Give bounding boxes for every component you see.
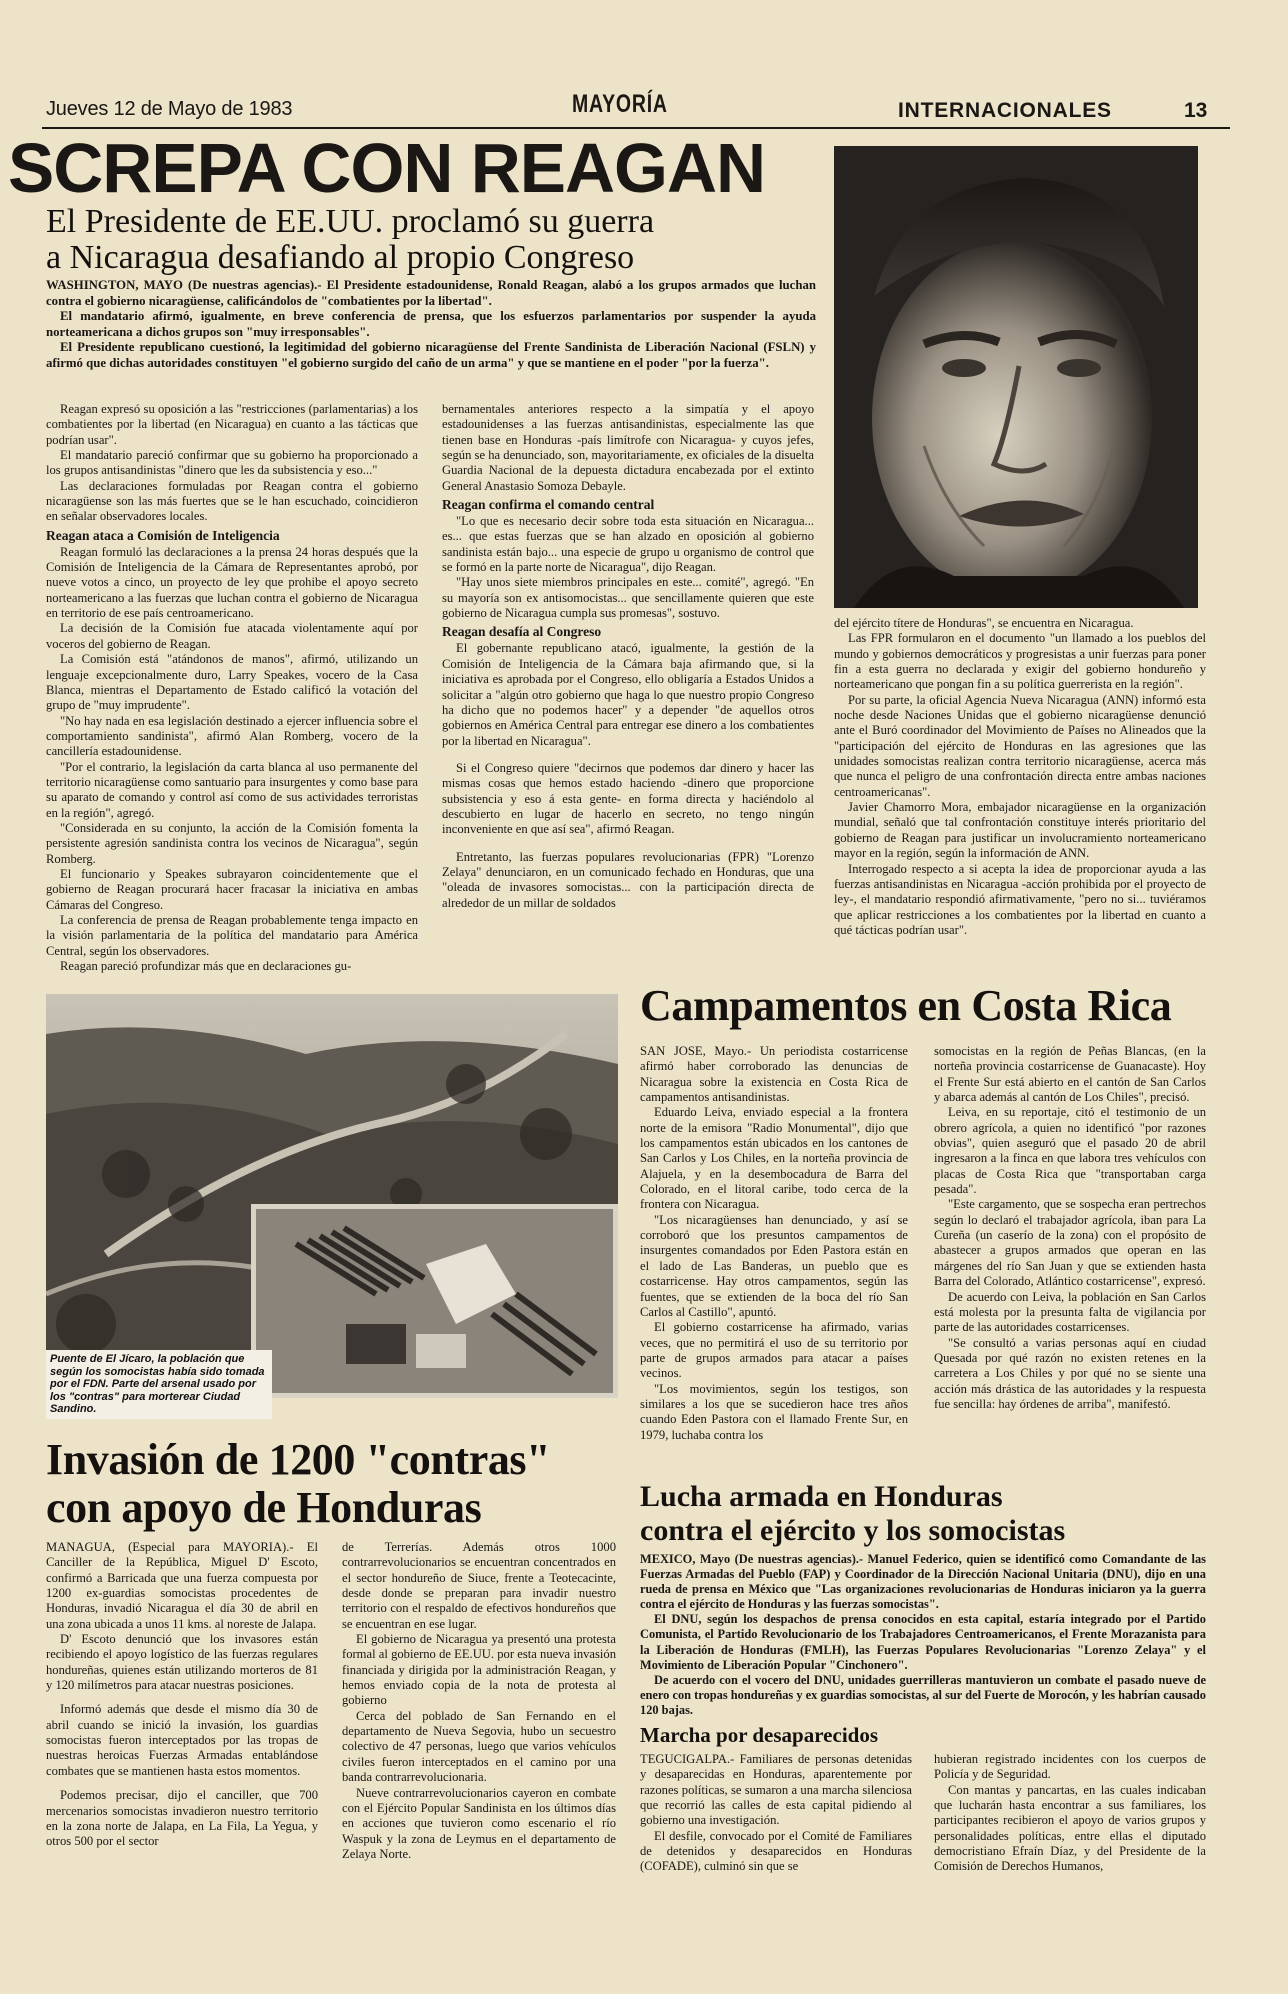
main-col1-p: "Considerada en su conjunto, la acción de la Comisión fomenta la persistente agresión sandinista contra los vecinos de Nicaragua", según Romberg.	[46, 820, 418, 866]
main-col1-p: La conferencia de prensa de Reagan probablemente tenga impacto en la visión parlamentaria de la política del mandatario para América Central, según los observadores.	[46, 913, 418, 958]
main-headline: SCREPA CON REAGAN	[8, 129, 766, 207]
invasion-p: MANAGUA, (Especial para MAYORIA).- El Canciller de la República, Miguel D' Escoto, confirmó a Barricada que una fuerza compuesta por 1200 ex-guardias somocistas procedentes de Honduras, invadió Nicaragua el día 30 de abril en una zona ubicada a unos 11 kms. al noreste de Jalapa.	[46, 1540, 318, 1631]
main-col2-p: bernamentales anteriores respecto a la simpatía y el apoyo estadounidenses a las fuerzas antisandinistas, especialmente las que tienen base en Honduras -país limítrofe con Nicaragua- y cuyos jefes, según se ha denunciado, son, mayoritariamente, ex oficiales de la disuelta Guardia Nacional de la depuesta dictadura encabezada por el extinto General Anastasio Somoza Debayle.	[442, 402, 814, 493]
reagan-photo	[834, 146, 1198, 608]
invasion-p: Nueve contrarrevolucionarios cayeron en combate con el Ejército Popular Sandinista en los últimos días en acciones que tuvieron como escenario el río Waspuk y la zona de Leymus en el departamento de Zelaya Norte.	[342, 1785, 616, 1861]
main-col2-p: El gobernante republicano atacó, igualmente, la gestión de la Comisión de Inteligencia de la Cámara baja afirmando que, si la iniciativa es aprobada por el Congreso, ello obligaría a Estados Unidos a solicitar a "algún otro gobierno que haga lo que nuestro propio Congreso ha dicho que no podemos hacer" y a depender "de aquellos otros gobiernos en América Central para entregar ese dinero a los combatientes por la libertad en Nicaragua".	[442, 641, 814, 748]
invasion-headline-line2: con apoyo de Honduras	[46, 1483, 482, 1532]
desaparecidos-p: Con mantas y pancartas, en las cuales indicaban que lucharán hasta encontrar a sus familiares, los participantes recibieron el apoyo de varios grupos y personalidades políticas, entre ellas el diputado democristiano Efraín Díaz, y del Presidente de la Comisión de Derechos Humanos,	[934, 1782, 1206, 1874]
main-col1-p: La Comisión está "atándonos de manos", afirmó, utilizando un lenguaje excepcionalmente duro, Larry Speakes, vocero de la Casa Blanca, mientras el Departamento de Estado calificó la votación del grupo de "muy imprudente".	[46, 652, 418, 713]
costa-rica-p: SAN JOSE, Mayo.- Un periodista costarricense afirmó haber corroborado las denuncias de Nicaragua sobre la existencia en Costa Rica de campamentos antisandinistas.	[640, 1044, 908, 1105]
invasion-p: Podemos precisar, dijo el canciller, que 700 mercenarios somocistas invadieron nuestro territorio en la zona norte de Jalapa, en La Fila, La Yegua, y otros 500 por el sector	[46, 1788, 318, 1849]
honduras-p: El DNU, según los despachos de prensa conocidos en esta capital, estaría integrado por el Partido Comunista, el Partido Revolucionario de los Trabajadores Centroamericanos, el Frente Morazanista para la Liberación de Honduras (FMLH), las Fuerzas Populares Revolucionarias "Lorenzo Zelaya" y el Movimiento de Liberación Popular "Cinchonero".	[640, 1612, 1206, 1672]
photo-caption: Puente de El Jícaro, la población que según los somocistas había sido tomada por el FDN. Parte del arsenal usado por los "contras" para morterear Ciudad Sandino.	[46, 1350, 272, 1419]
costa-rica-p: "Los nicaragüenses han denunciado, y así se corroboró que los presuntos campamentos de insurgentes comandados por Eden Pastora están en el lado de Las Banderas, un pueblo que es costarricense. Hay otros campamentos, según las fuentes, que se extienden de la boca del río San Carlos al Castillo", apuntó.	[640, 1212, 908, 1319]
main-lead-p2: El mandatario afirmó, igualmente, en breve conferencia de prensa, que los esfuerzos parlamentarios por suspender la ayuda norteamericana a dichos grupos son "muy irresponsables".	[46, 309, 816, 339]
costa-rica-p: "Los movimientos, según los testigos, son similares a los que se sucedieron hace tres años cuando Eden Pastora con el llamado Frente Sur, en 1979, luchaba contra los	[640, 1381, 908, 1442]
main-col2-p: "Hay unos siete miembros principales en este... comité", agregó. "En su mayoría son ex antisomocistas... que sencillamente quieren que este gobierno de Nicaragua cumpla sus promesas", sostuvo.	[442, 575, 814, 621]
reagan-portrait-image	[834, 146, 1198, 608]
costa-rica-p: Leiva, en su reportaje, citó el testimonio de un obrero agrícola, a quien no identificó "por razones obvias", quien aseguró que el pasado 20 de abril ingresaron a la finca en que labora tres vehículos con placas de Costa Rica que "transportaban carga pesada".	[934, 1105, 1206, 1197]
main-col2-subhead: Reagan desafía al Congreso	[442, 624, 602, 640]
invasion-p: Cerca del poblado de San Fernando en el departamento de Nueva Segovia, hubo un secuestro colectivo de 47 personas, luego que varios vehículos civiles fueron interceptados en el camino por una banda contrarrevolucionaria.	[342, 1708, 616, 1785]
desaparecidos-p: El desfile, convocado por el Comité de Familiares de detenidos y desaparecidos en Honduras (COFADE), culminó sin que se	[640, 1828, 912, 1874]
main-col1-subhead: Reagan ataca a Comisión de Inteligencia	[46, 527, 280, 543]
invasion-col1	[46, 1540, 318, 1980]
main-col1-p: "No hay nada en esa legislación destinado a ejercer influencia sobre el comportamiento sandinista", afirmó Alan Romberg, vocero de la cancillería estadounidense.	[46, 713, 418, 759]
honduras-headline-line1: Lucha armada en Honduras	[640, 1480, 1003, 1513]
main-col2	[442, 402, 814, 988]
main-col3-p: Las FPR formularon en el documento "un llamado a los pueblos del mundo y gobiernos democráticos y progresistas a unir fuerzas para poner fin a esta guerra no declarada y exigir del gobierno hondureño y norteamericano que pongan fin a su política guerrerista en la región".	[834, 631, 1206, 692]
masthead-date: Jueves 12 de Mayo de 1983	[46, 98, 293, 120]
main-lead-p3: El Presidente republicano cuestionó, la legitimidad del gobierno nicaragüense del Frente Sandinista de Liberación Nacional (FSLN) y afirmó que dichas autoridades constituyen "el gobierno surgido del caño de un arma" y que se mantiene en el poder "por la fuerza".	[46, 340, 816, 370]
jicaro-landscape-image	[46, 994, 618, 1398]
main-col1-p: El mandatario pareció confirmar que su gobierno ha proporcionado a los grupos antisandinistas "dinero que les da subsistencia y eso..."	[46, 448, 418, 478]
main-col1-p: Reagan expresó su oposición a las "restricciones (parlamentarias) a los combatientes por la libertad (en Nicaragua) en cuanto a las tácticas que podrían usar".	[46, 402, 418, 447]
invasion-p: de Terrerías. Además otros 1000 contrarrevolucionarios se encuentran concentrados en el sector hondureño de Siuce, frente a Teotecacinte, desde donde se preparan para invadir nuestro territorio con el respaldo de efectivos hondureños que se encuentran en ese lugar.	[342, 1540, 616, 1631]
invasion-p: El gobierno de Nicaragua ya presentó una protesta formal al gobierno de EE.UU. por esta nueva invasión financiada y dirigida por la administración Reagan, y hemos enviado copia de la nota de protesta al gobierno	[342, 1632, 616, 1708]
jicaro-photo	[46, 994, 618, 1398]
main-col3-p: del ejército títere de Honduras", se encuentra en Nicaragua.	[834, 616, 1134, 630]
honduras-headline-line2: contra el ejército y los somocistas	[640, 1514, 1066, 1547]
costa-rica-p: "Se consultó a varias personas aquí en ciudad Quesada por qué razón no existen retenes en la carretera a Los Chiles y por qué no se siente una acción más drástica de las autoridades y la respuesta fue sencilla: hay órdenes de arriba", manifestó.	[934, 1335, 1206, 1411]
main-subhead-line2: a Nicaragua desafiando al propio Congreso	[46, 239, 635, 276]
main-col1-p: La decisión de la Comisión fue atacada violentamente aquí por voceros del gobierno de Reagan.	[46, 621, 418, 651]
invasion-headline-line1: Invasión de 1200 "contras"	[46, 1435, 551, 1484]
main-col3	[834, 616, 1206, 988]
costa-rica-p: "Este cargamento, que se sospecha eran pertrechos según lo declaró el trabajador agrícola, iban para La Cureña (un caserío de la zona) con el propósito de abastecer a grupos armados que operan en las márgenes del río San Juan y que se extienden hasta Barra del Colorado, Atlántico costarricense", expresó.	[934, 1197, 1206, 1289]
main-subhead-line1: El Presidente de EE.UU. proclamó su guerra	[46, 203, 655, 240]
costa-rica-col2	[934, 1044, 1206, 1454]
main-col2-subhead: Reagan confirma el comando central	[442, 497, 655, 513]
costa-rica-headline: Campamentos en Costa Rica	[640, 981, 1172, 1030]
invasion-p: Informó además que desde el mismo día 30 de abril cuando se inició la invasión, los guardias somocistas fueron interceptados por las tropas de nuestras heroicas Fuerzas Armadas entablándose combates que se mantienen hasta estos momentos.	[46, 1702, 318, 1778]
main-col3-p: Interrogado respecto a si acepta la idea de proporcionar ayuda a las fuerzas antisandinistas en Nicaragua -acción prohibida por el proyecto de ley-, el mandatario respondió afirmativamente, "pero no si... tuviéramos que aplicar restricciones a los combatientes por la libertad en cuanto a qué tácticas podrían usar".	[834, 861, 1206, 937]
main-col3-p: Por su parte, la oficial Agencia Nueva Nicaragua (ANN) informó esta noche desde Naciones Unidas que el gobierno nicaragüense denunció ante el Buró coordinador del Movimiento de Países no Alineados que la "participación del ejército de Honduras en las agresiones que las unidades somocistas realizan contra territorio nicaragüense, acerca más que nunca el peligro de una confrontación directa entre ambas naciones centroamericanas".	[834, 692, 1206, 799]
honduras-p: MEXICO, Mayo (De nuestras agencias).- Manuel Federico, quien se identificó como Comandante de las Fuerzas Armadas del Pueblo (FAP) y Coordinador de la Dirección Nacional Unitaria (DNU), dijo en una rueda de prensa en México que "Las organizaciones revolucionarias de Honduras iniciaron ya la guerra contra el ejército de Honduras y las fuerzas somocistas".	[640, 1552, 1206, 1612]
main-lead	[46, 278, 816, 396]
main-col2-p: Entretanto, las fuerzas populares revolucionarias (FPR) "Lorenzo Zelaya" denunciaron, en un comunicado fechado en Honduras, que una "oleada de invasores somocistas... con la participación directa de alrededor de un millar de soldados	[442, 849, 814, 910]
main-col3-p: Javier Chamorro Mora, embajador nicaragüense en la organización mundial, señaló que tal confrontación constituye interés prioritario del gobierno de Reagan para justificar un involucramiento norteamericano mayor en la región, según la información de ANN.	[834, 800, 1206, 861]
costa-rica-p: somocistas en la región de Peñas Blancas, (en la norteña provincia costarricense de Guanacaste). Hoy el Frente Sur está abierto en el cantón de San Carlos y abarca además al cantón de Los Chiles", precisó.	[934, 1044, 1206, 1105]
invasion-p: D' Escoto denunció que los invasores están recibiendo el apoyo logístico de las fuerzas regulares hondureñas, quienes están utilizando morteros de 81 y 120 milímetros para atacar nuestras posiciones.	[46, 1632, 318, 1693]
costa-rica-p: Eduardo Leiva, enviado especial a la frontera norte de la emisora "Radio Monumental", dijo que los campamentos están ubicados en los cantones de San Carlos y Los Chiles, en la norteña provincia de Alajuela, y en la desembocadura de Barra del Colorado, en el litoral caribe, todo cerca de la frontera con Nicaragua.	[640, 1105, 908, 1212]
main-col1	[46, 402, 418, 988]
honduras-lead	[640, 1552, 1206, 1718]
costa-rica-col1	[640, 1044, 908, 1454]
desaparecidos-col2	[934, 1752, 1206, 1982]
main-lead-p1: WASHINGTON, MAYO (De nuestras agencias).- El Presidente estadounidense, Ronald Reagan, alabó a los grupos armados que luchan contra el gobierno nicaragüense, calificándolos de "combatientes por la libertad".	[46, 278, 816, 308]
desaparecidos-headline: Marcha por desaparecidos	[640, 1723, 879, 1747]
main-col1-p: Reagan pareció profundizar más que en declaraciones gu-	[60, 959, 352, 974]
invasion-col2	[342, 1540, 616, 1980]
honduras-p: De acuerdo con el vocero del DNU, unidades guerrilleras mantuvieron un combate el pasado nueve de enero con tropas hondureñas y ex guardias somocistas, al sur del Fuerte de Morocón, y les habrían causado 120 bajas.	[640, 1672, 1206, 1717]
page-number: 13	[1184, 99, 1208, 122]
main-col1-p: Reagan formuló las declaraciones a la prensa 24 horas después que la Comisión de Inteligencia de la Cámara de Representantes aprobó, por nueve votos a cinco, un proyecto de ley que prohibe el apoyo secreto norteamericano a las fuerzas que luchan contra el gobierno de Nicaragua en territorio de ese país centroamericano.	[46, 544, 418, 621]
main-col2-p: Si el Congreso quiere "decirnos que podemos dar dinero y hacer las mismas cosas que hemos estado haciendo -dinero que proporcione subsistencia y eso á esta gente- en forma directa y haciéndolo al descubierto en lugar de hacerlo en secreto, no tengo ningún inconveniente en que así sea", afirmó Reagan.	[442, 760, 814, 837]
desaparecidos-p: hubieran registrado incidentes con los cuerpos de Policía y de Seguridad.	[934, 1752, 1206, 1782]
desaparecidos-col1	[640, 1752, 912, 1982]
masthead-logo: MAYORÍA	[572, 90, 668, 118]
costa-rica-p: El gobierno costarricense ha afirmado, varias veces, que no permitirá el uso de su territorio por parte de grupos armados para atacar a países vecinos.	[640, 1320, 908, 1381]
main-col1-p: El funcionario y Speakes subrayaron coincidentemente que el gobierno de Reagan procurará hacer fracasar la iniciativa en ambas Cámaras del Congreso.	[46, 866, 418, 912]
main-col2-p: "Lo que es necesario decir sobre toda esta situación en Nicaragua... es... que estas fuerzas que se han alzado en oposición al gobierno sandinista están bajo... una especie de grupo u organismo de control que se formó en la parte norte de Nicaragua", dijo Reagan.	[442, 514, 814, 575]
main-col1-p: "Por el contrario, la legislación da carta blanca al uso permanente del territorio nicaragüense como santuario para insurgentes y como base para su aparato de comando y control así como de sus actividades terroristas en la región", agregó.	[46, 759, 418, 820]
costa-rica-p: De acuerdo con Leiva, la población en San Carlos está molesta por la presunta falta de vigilancia por parte de las autoridades costarricenses.	[934, 1289, 1206, 1335]
desaparecidos-p: TEGUCIGALPA.- Familiares de personas detenidas y desaparecidas en Honduras, aparentemente por razones políticas, se sumaron a una marcha silenciosa que recorrió las calles de esta capital pidiendo al gobierno una investigación.	[640, 1752, 912, 1828]
main-col1-p: Las declaraciones formuladas por Reagan contra el gobierno nicaragüense son las más fuertes que se le han escuchado, coincidieron en señalar observadores locales.	[46, 478, 418, 524]
section-title: INTERNACIONALES	[898, 99, 1112, 122]
